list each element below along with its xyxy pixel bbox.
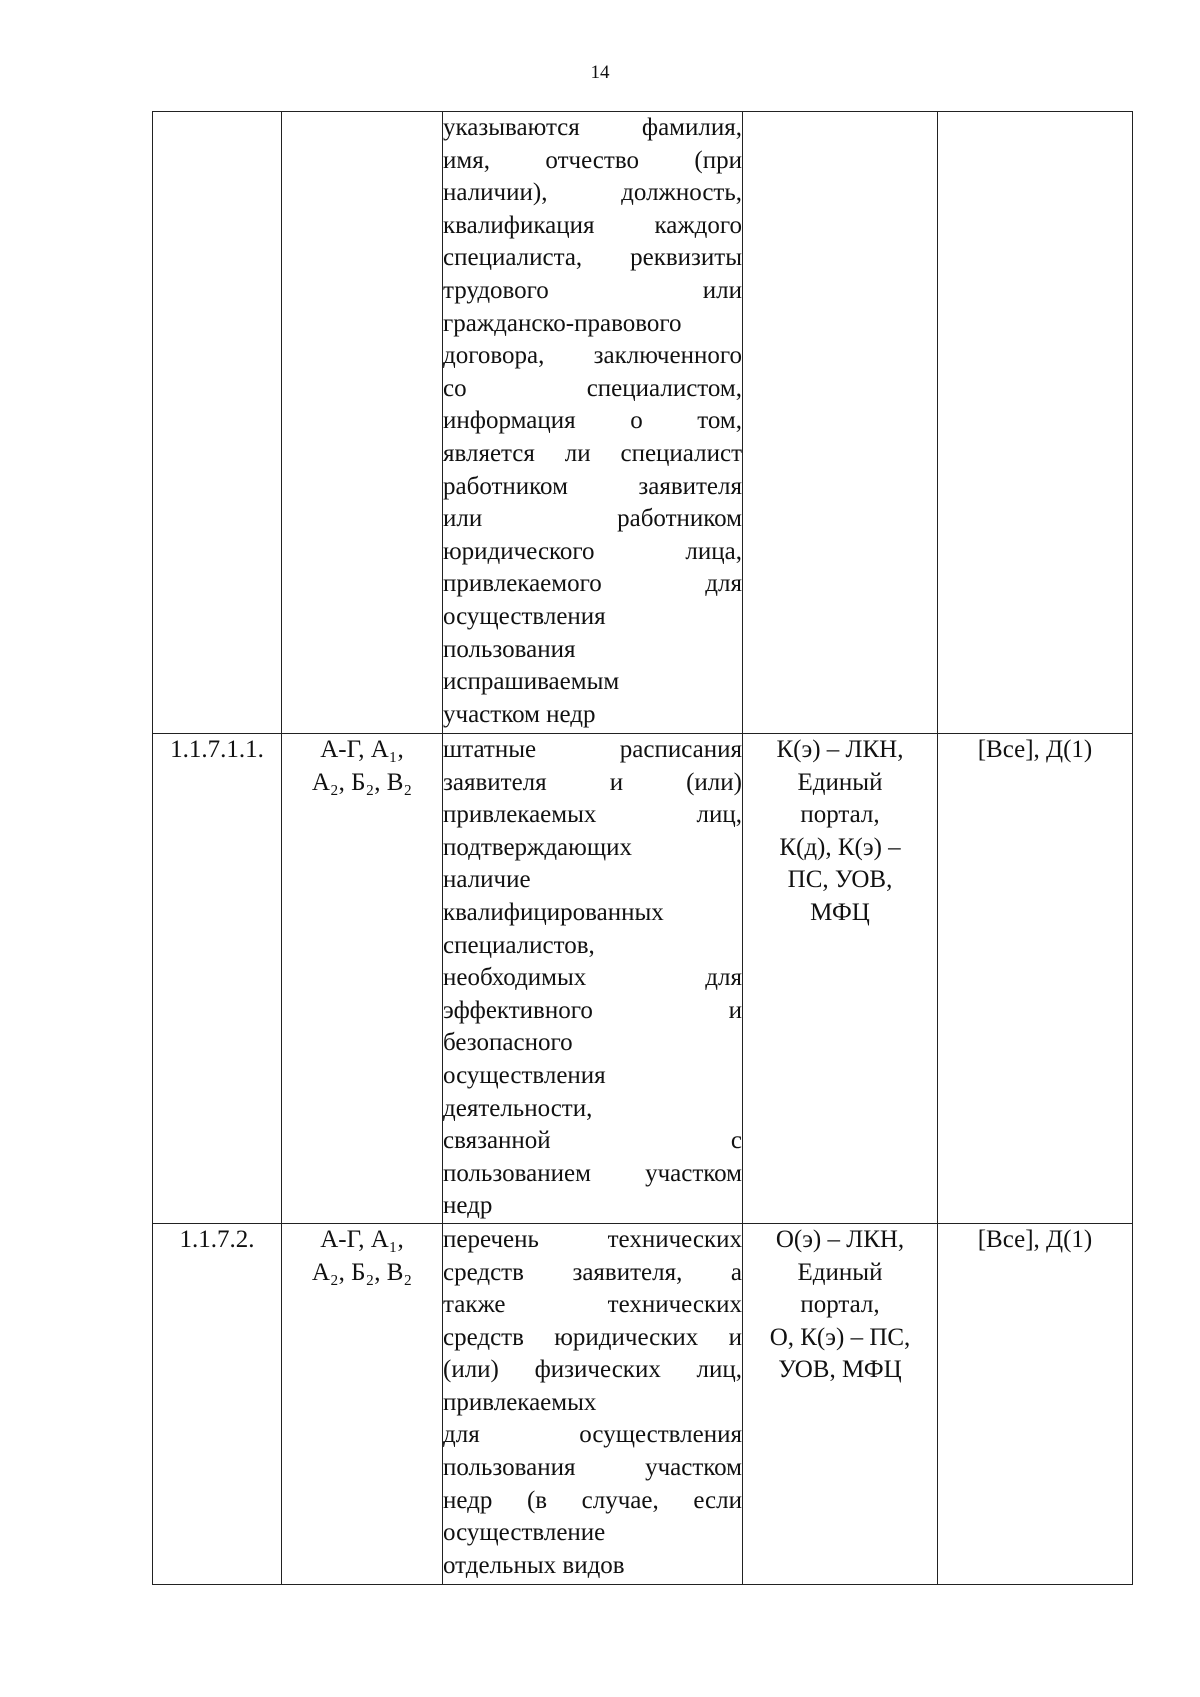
table-body — [153, 112, 1133, 1585]
item-number-cell — [153, 112, 282, 734]
description-line: или работником — [443, 505, 742, 533]
description-line: связанной с — [443, 1127, 742, 1155]
submission-method-line: О(э) – ЛКН, — [775, 1225, 905, 1253]
description-line: квалификация каждого — [443, 211, 742, 239]
submission-method-line: К(д), К(э) – — [779, 833, 901, 861]
description-line: подтверждающих — [443, 833, 632, 861]
description-line: специалистов, — [443, 931, 595, 959]
category-line: А-Г, А₁, — [320, 736, 404, 763]
description-line: для осуществления — [443, 1421, 742, 1449]
description-line: штатные расписания — [443, 736, 742, 763]
applicability-note-cell — [938, 112, 1133, 734]
description-line: наличие — [443, 866, 531, 894]
description-line: пользованием участком — [443, 1159, 742, 1187]
description-line: также технических — [443, 1291, 742, 1319]
description-line: осуществление — [443, 1519, 606, 1547]
description-line: юридического лица, — [443, 537, 742, 565]
description-line: специалиста, реквизиты — [443, 244, 742, 272]
submission-method-cell — [743, 1223, 938, 1584]
category-line: А₂, Б₂, В₂ — [311, 1258, 413, 1286]
applicant-category-cell — [282, 112, 443, 734]
submission-method-line: Единый — [797, 768, 883, 796]
description-line: является ли специалист — [443, 439, 742, 467]
item-number: 1.1.7.1.1. — [170, 736, 264, 763]
applicability-note: [Все], Д(1) — [977, 736, 1093, 763]
applicability-note-cell — [938, 734, 1133, 1224]
description-line: деятельности, — [443, 1094, 593, 1122]
description-line: необходимых для — [443, 964, 742, 992]
description-line: эффективного и — [443, 996, 742, 1024]
description-line: (или) физических лиц, — [443, 1356, 742, 1384]
description-line: средств заявителя, а — [443, 1258, 742, 1286]
description-line: пользования участком — [443, 1454, 742, 1482]
description-line: заявителя и (или) — [443, 768, 742, 796]
document-description-cell — [443, 112, 743, 734]
submission-method-cell — [743, 112, 938, 734]
document-description-cell — [443, 734, 743, 1224]
description-line: имя, отчество (при — [443, 146, 742, 174]
description-line: договора, заключенного — [443, 342, 742, 370]
category-line: А-Г, А₁, — [320, 1225, 404, 1253]
applicability-note: [Все], Д(1) — [977, 1225, 1093, 1253]
description-line: привлекаемых лиц, — [443, 801, 742, 829]
description-line: трудового или — [443, 276, 742, 304]
description-line: со специалистом, — [443, 374, 742, 402]
description-line: указываются фамилия, — [443, 114, 742, 141]
item-number-cell — [153, 1223, 282, 1584]
table-row — [153, 112, 1133, 734]
item-number-cell — [153, 734, 282, 1224]
submission-method-cell — [743, 734, 938, 1224]
description-line: недр (в случае, если — [443, 1486, 742, 1514]
submission-method-line: ПС, УОВ, — [787, 866, 893, 894]
submission-method-line: Единый — [797, 1258, 883, 1286]
description-line: осуществления — [443, 602, 606, 630]
category-line: А₂, Б₂, В₂ — [311, 768, 413, 796]
description-line: осуществления — [443, 1061, 606, 1089]
submission-method-line: О, К(э) – ПС, — [769, 1323, 911, 1351]
submission-method-line: портал, — [800, 801, 880, 829]
document-description-cell — [443, 1223, 743, 1584]
applicability-note-cell — [938, 1223, 1133, 1584]
description-line: гражданско-правового — [443, 309, 682, 337]
description-line: испрашиваемым — [443, 668, 620, 696]
table-row — [153, 734, 1133, 1224]
item-number: 1.1.7.2. — [179, 1225, 255, 1253]
description-line: средств юридических и — [443, 1323, 742, 1351]
description-line: перечень технических — [443, 1225, 742, 1253]
applicant-category-cell — [282, 1223, 443, 1584]
description-line: безопасного — [443, 1029, 573, 1057]
submission-method-line: МФЦ — [810, 898, 870, 926]
applicant-category-cell — [282, 734, 443, 1224]
description-line: наличии), должность, — [443, 179, 742, 207]
submission-method-line: К(э) – ЛКН, — [776, 736, 904, 763]
description-line: работником заявителя — [443, 472, 742, 500]
page-number: 14 — [590, 62, 610, 83]
submission-method-line: УОВ, МФЦ — [778, 1356, 902, 1384]
description-line: квалифицированных — [443, 898, 664, 926]
description-line: отдельных видов — [443, 1551, 625, 1579]
description-line: пользования — [443, 635, 576, 663]
table-row — [153, 1223, 1133, 1584]
description-line: информация о том, — [443, 407, 742, 435]
description-line: участком недр — [443, 700, 596, 728]
description-line: недр — [443, 1192, 493, 1220]
description-line: привлекаемого для — [443, 570, 742, 598]
submission-method-line: портал, — [800, 1291, 880, 1319]
description-line: привлекаемых — [443, 1388, 597, 1416]
requirements-table — [152, 111, 1133, 1585]
